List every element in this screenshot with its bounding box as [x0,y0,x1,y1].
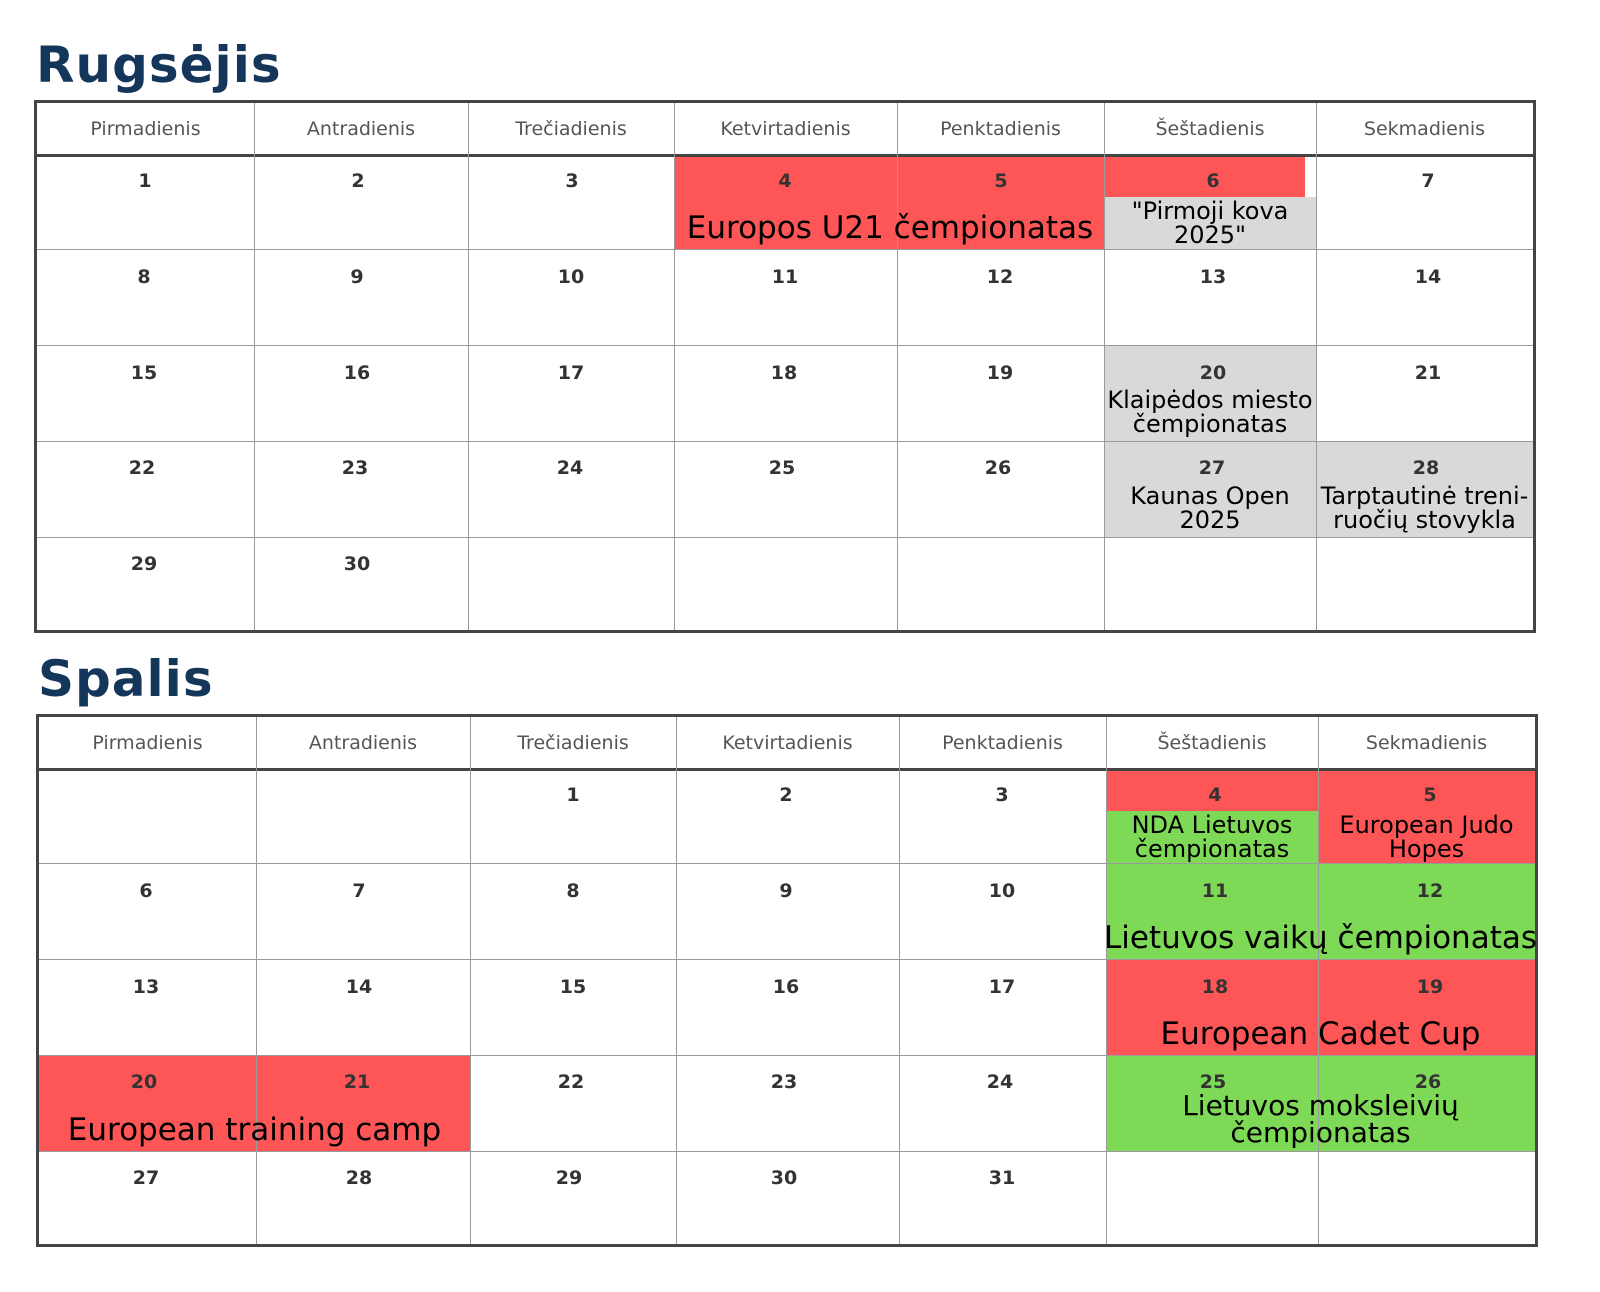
event-line: Kaunas Open [1130,482,1290,511]
grid-line [39,959,1535,960]
day-number: 3 [565,170,579,192]
grid-line [1318,717,1319,1244]
calendar-september [34,100,1536,633]
day-number: 11 [1201,880,1229,902]
grid-line [676,717,677,1244]
day-number: 2 [779,784,793,806]
event-europos-u21: Europos U21 čempionatas [686,209,1094,246]
day-number: 25 [768,457,796,479]
weekday-header: Sekmadienis [1365,731,1488,754]
day-number: 6 [139,880,153,902]
grid-line [674,103,675,630]
day-number: 28 [345,1167,373,1189]
weekday-header: Penktadienis [942,731,1063,754]
event-klaipedos [1104,387,1316,439]
day-number: 11 [771,266,799,288]
weekday-header: Pirmadienis [90,117,201,140]
month-title-october: Spalis [38,650,214,708]
grid-line [899,717,900,1244]
event-line: European Judo [1339,811,1514,840]
weekday-header: Ketvirtadienis [720,117,851,140]
day-number: 1 [566,784,580,806]
grid-line [897,103,898,630]
event-line: ruočių stovykla [1333,506,1516,534]
weekday-header: Antradienis [308,731,418,754]
day-number: 4 [1208,784,1222,806]
event-nda [1106,813,1318,863]
day-number: 15 [130,362,158,384]
day-number: 1 [138,170,152,192]
grid-line [468,103,469,630]
grid-line [37,537,1533,538]
event-hopes [1318,813,1535,863]
day-number: 18 [1201,976,1229,998]
day-number: 9 [350,266,364,288]
day-number: 6 [1206,170,1220,192]
day-number: 16 [343,362,371,384]
day-number: 2 [351,170,365,192]
weekday-header: Pirmadienis [92,731,203,754]
day-number: 21 [1414,362,1442,384]
day-number: 8 [137,266,151,288]
day-number: 18 [770,362,798,384]
grid-line [1106,717,1107,1244]
day-number: 14 [1414,266,1442,288]
event-line: "Pirmoji kova [1131,197,1289,226]
day-number: 26 [1414,1071,1442,1093]
day-number: 12 [1416,880,1444,902]
day-number: 31 [988,1167,1016,1189]
weekday-header: Ketvirtadienis [722,731,853,754]
event-line: čempionatas [1132,410,1288,438]
event-kaunas-open [1104,483,1316,535]
event-line: 2025 [1179,506,1241,534]
day-number: 14 [345,976,373,998]
grid-line [254,103,255,630]
weekday-header: Trečiadienis [515,117,627,140]
weekday-header-row [37,103,1533,157]
day-number: 7 [1421,170,1435,192]
event-moksleiviu [1106,1087,1535,1151]
event-line: Lietuvos moksleivių [1182,1088,1459,1122]
event-vaiku: Lietuvos vaikų čempionatas [1104,919,1538,956]
day-number: 10 [988,880,1016,902]
day-number: 12 [986,266,1014,288]
day-number: 17 [988,976,1016,998]
day-number: 9 [779,880,793,902]
day-number: 3 [995,784,1009,806]
day-number: 19 [1416,976,1444,998]
weekday-header: Trečiadienis [517,731,629,754]
grid-line [39,1055,1535,1056]
day-number: 28 [1412,457,1440,479]
event-line: čempionatas [1134,835,1290,863]
day-number: 26 [984,457,1012,479]
grid-line [1316,103,1317,630]
day-number: 13 [1199,266,1227,288]
day-number: 20 [130,1071,158,1093]
day-number: 17 [557,362,585,384]
day-number: 22 [128,457,156,479]
event-pirmoji-kova [1104,199,1316,249]
day-number: 25 [1199,1071,1227,1093]
calendar-october [36,714,1538,1247]
grid-line [37,249,1533,250]
weekday-header-row [39,717,1535,771]
day-number: 5 [994,170,1008,192]
weekday-header: Penktadienis [940,117,1061,140]
grid-line [39,863,1535,864]
grid-line [1104,103,1105,630]
day-number: 30 [343,553,371,575]
event-line: 2025" [1173,221,1247,249]
day-number: 4 [778,170,792,192]
event-line: čempionatas [1230,1116,1411,1149]
event-tarptautine [1316,483,1533,535]
grid-line [37,441,1533,442]
day-number: 29 [130,553,158,575]
day-number: 15 [559,976,587,998]
event-cadet: European Cadet Cup [1160,1015,1481,1052]
day-number: 21 [343,1071,371,1093]
weekday-header: Sekmadienis [1363,117,1486,140]
day-number: 7 [352,880,366,902]
grid-line [470,717,471,1244]
day-number: 22 [557,1071,585,1093]
day-number: 16 [772,976,800,998]
grid-line [256,717,257,1244]
grid-line [39,1151,1535,1152]
day-number: 23 [770,1071,798,1093]
day-number: 29 [555,1167,583,1189]
day-number: 24 [986,1071,1014,1093]
day-number: 19 [986,362,1014,384]
day-number: 30 [770,1167,798,1189]
day-number: 5 [1423,784,1437,806]
event-line: Hopes [1388,835,1465,863]
grid-line [37,345,1533,346]
day-number: 27 [1198,457,1226,479]
day-number: 20 [1199,362,1227,384]
event-line: Tarptautinė treni- [1320,482,1529,511]
weekday-header: Antradienis [306,117,416,140]
day-number: 10 [557,266,585,288]
month-title-september: Rugsėjis [36,36,282,94]
event-line: Klaipėdos miesto [1107,386,1313,415]
day-number: 27 [132,1167,160,1189]
weekday-header: Šeštadienis [1157,731,1267,754]
day-number: 23 [341,457,369,479]
day-number: 13 [132,976,160,998]
day-number: 8 [566,880,580,902]
day-number: 24 [556,457,584,479]
weekday-header: Šeštadienis [1155,117,1265,140]
event-line: NDA Lietuvos [1131,811,1293,840]
event-training: European training camp [67,1111,442,1148]
